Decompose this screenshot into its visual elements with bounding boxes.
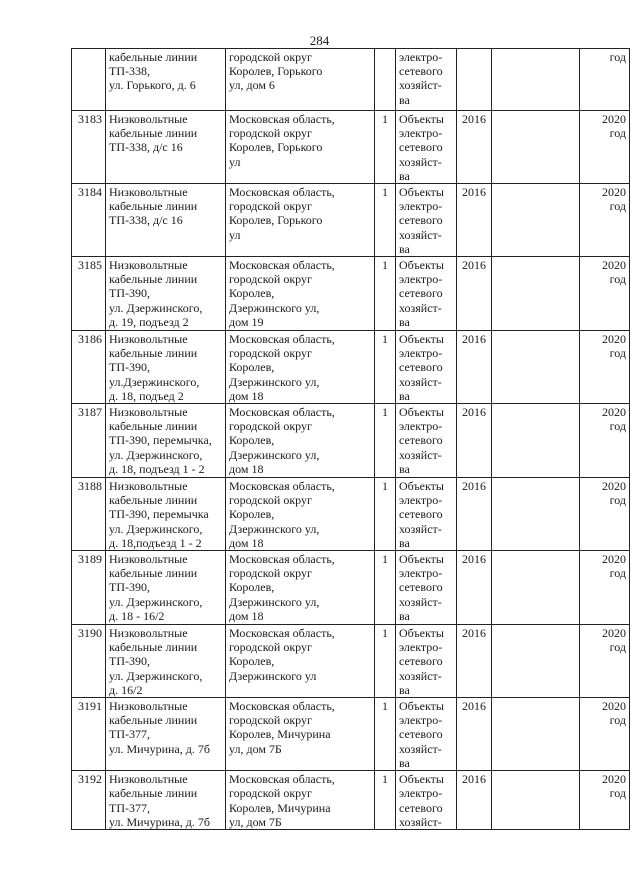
object-name-cell — [106, 551, 226, 625]
year-text: 2016 — [462, 185, 486, 200]
table-row — [72, 257, 630, 331]
quantity-cell — [375, 111, 396, 184]
row-number-text: 3184 — [78, 185, 102, 200]
empty-cell — [492, 478, 580, 551]
object-name-text: кабельные линии ТП-338, ул. Горького, д. 6 — [109, 50, 198, 93]
row-number-cell — [72, 551, 106, 625]
address-text: Московская область, городской округ Королев, Дзержинского ул, дом 19 — [229, 258, 335, 329]
registry-table-body — [72, 49, 630, 830]
year-cell — [457, 184, 492, 257]
year-cell — [457, 111, 492, 184]
object-type-cell — [396, 404, 457, 478]
term-cell — [580, 111, 630, 184]
quantity-text: 1 — [382, 772, 388, 787]
object-type-text: Объекты электро- сетевого хозяйст- ва — [399, 405, 444, 476]
address-cell — [226, 698, 375, 771]
address-text: городской округ Королев, Горького ул, дом 6 — [229, 50, 323, 93]
year-cell — [457, 404, 492, 478]
row-number-text: 3183 — [78, 112, 102, 126]
quantity-text: 1 — [382, 699, 388, 714]
object-name-cell — [106, 49, 226, 111]
object-name-cell — [106, 404, 226, 478]
term-cell — [580, 184, 630, 257]
row-number-text: 3185 — [78, 258, 102, 273]
year-text: 2016 — [462, 626, 486, 641]
object-type-cell — [396, 331, 457, 404]
year-text: 2016 — [462, 552, 486, 567]
term-cell — [580, 698, 630, 771]
term-text: 2020 год — [602, 626, 626, 655]
term-text: 2020 год — [602, 699, 626, 728]
term-text: 2020 год — [602, 405, 626, 434]
row-number-text: 3188 — [78, 479, 102, 494]
address-cell — [226, 111, 375, 184]
object-name-cell — [106, 625, 226, 698]
row-number-text: 3192 — [78, 772, 102, 787]
object-type-text: Объекты электро- сетевого хозяйст- ва — [399, 479, 444, 550]
year-cell — [457, 478, 492, 551]
table-row — [72, 771, 630, 830]
empty-cell — [492, 184, 580, 257]
address-cell — [226, 257, 375, 331]
row-number-text: 3190 — [78, 626, 102, 641]
object-type-text: Объекты электро- сетевого хозяйст- ва — [399, 699, 444, 770]
object-type-cell — [396, 111, 457, 184]
term-text: 2020 год — [602, 185, 626, 214]
object-type-cell — [396, 698, 457, 771]
quantity-text: 1 — [382, 552, 388, 567]
table-row — [72, 111, 630, 184]
term-cell — [580, 257, 630, 331]
quantity-cell — [375, 184, 396, 257]
term-cell — [580, 404, 630, 478]
page-number: 284 — [309, 33, 330, 48]
object-name-cell — [106, 698, 226, 771]
quantity-text: 1 — [382, 258, 388, 273]
year-text: 2016 — [462, 405, 486, 420]
row-number-cell — [72, 404, 106, 478]
address-text: Московская область, городской округ Королев, Мичурина ул, дом 7Б — [229, 772, 335, 829]
row-number-text: 3186 — [78, 332, 102, 347]
quantity-text: 1 — [382, 185, 388, 200]
empty-cell — [492, 331, 580, 404]
quantity-cell — [375, 331, 396, 404]
row-number-text: 3191 — [78, 699, 102, 714]
address-cell — [226, 551, 375, 625]
empty-cell — [492, 551, 580, 625]
address-text: Московская область, городской округ Королев, Дзержинского ул, дом 18 — [229, 332, 335, 403]
quantity-cell — [375, 551, 396, 625]
object-name-text: Низковольтные кабельные линии ТП-390, ул. Дзержинского, д. 19, подъезд 2 — [109, 258, 203, 329]
row-number-cell — [72, 257, 106, 331]
object-name-text: Низковольтные кабельные линии ТП-390, перемычка ул. Дзержинского, д. 18,подъезд 1 - 2 — [109, 479, 209, 550]
row-number-cell — [72, 49, 106, 111]
address-cell — [226, 331, 375, 404]
empty-cell — [492, 404, 580, 478]
term-text: 2020 год — [602, 479, 626, 508]
table-row — [72, 698, 630, 771]
term-text: 2020 год — [602, 332, 626, 361]
quantity-text: 1 — [382, 626, 388, 641]
year-text: 2016 — [462, 112, 486, 126]
object-name-cell — [106, 184, 226, 257]
object-name-text: Низковольтные кабельные линии ТП-390, перемычка, ул. Дзержинского, д. 18, подъезд 1 - 2 — [109, 405, 212, 476]
object-type-text: Объекты электро- сетевого хозяйст- — [399, 772, 444, 829]
address-text: Московская область, городской округ Королев, Дзержинского ул, дом 18 — [229, 479, 335, 550]
object-type-text: Объекты электро- сетевого хозяйст- ва — [399, 185, 444, 256]
object-type-cell — [396, 625, 457, 698]
year-text: 2016 — [462, 479, 486, 494]
address-text: Московская область, городской округ Королев, Дзержинского ул, дом 18 — [229, 552, 335, 623]
row-number-text: 3187 — [78, 405, 102, 420]
object-type-text: Объекты электро- сетевого хозяйст- ва — [399, 258, 444, 329]
table-row — [72, 625, 630, 698]
term-cell — [580, 771, 630, 830]
year-cell — [457, 331, 492, 404]
row-number-cell — [72, 184, 106, 257]
term-text: год — [609, 50, 626, 64]
object-type-text: Объекты электро- сетевого хозяйст- ва — [399, 112, 444, 183]
term-cell — [580, 478, 630, 551]
row-number-cell — [72, 771, 106, 830]
object-name-cell — [106, 771, 226, 830]
year-text: 2016 — [462, 332, 486, 347]
quantity-text: 1 — [382, 479, 388, 494]
object-name-cell — [106, 478, 226, 551]
address-text: Московская область, городской округ Королев, Дзержинского ул — [229, 626, 335, 683]
object-name-text: Низковольтные кабельные линии ТП-338, д/с 16 — [109, 185, 198, 228]
address-cell — [226, 625, 375, 698]
term-cell — [580, 331, 630, 404]
address-text: Московская область, городской округ Королев, Горького ул — [229, 112, 335, 169]
empty-cell — [492, 771, 580, 830]
quantity-cell — [375, 478, 396, 551]
quantity-cell — [375, 771, 396, 830]
object-name-cell — [106, 331, 226, 404]
address-cell — [226, 184, 375, 257]
table-row — [72, 404, 630, 478]
row-number-text: 3189 — [78, 552, 102, 567]
table-row — [72, 478, 630, 551]
object-name-text: Низковольтные кабельные линии ТП-377, ул. Мичурина, д. 7б — [109, 772, 210, 829]
quantity-text: 1 — [382, 112, 388, 126]
empty-cell — [492, 111, 580, 184]
quantity-cell — [375, 49, 396, 111]
object-type-cell — [396, 257, 457, 331]
address-text: Московская область, городской округ Королев, Горького ул — [229, 185, 335, 242]
object-name-text: Низковольтные кабельные линии ТП-390, ул. Дзержинского, д. 18 - 16/2 — [109, 552, 203, 623]
empty-cell — [492, 698, 580, 771]
object-type-cell — [396, 184, 457, 257]
object-name-text: Низковольтные кабельные линии ТП-338, д/с 16 — [109, 112, 198, 155]
quantity-cell — [375, 698, 396, 771]
row-number-cell — [72, 331, 106, 404]
address-cell — [226, 771, 375, 830]
address-text: Московская область, городской округ Королев, Мичурина ул, дом 7Б — [229, 699, 335, 756]
year-text: 2016 — [462, 772, 486, 787]
object-name-text: Низковольтные кабельные линии ТП-390, ул.Дзержинского, д. 18, подъед 2 — [109, 332, 200, 403]
year-cell — [457, 625, 492, 698]
term-text: 2020 год — [602, 772, 626, 801]
address-cell — [226, 49, 375, 111]
object-type-cell — [396, 478, 457, 551]
quantity-cell — [375, 404, 396, 478]
object-name-cell — [106, 111, 226, 184]
term-cell — [580, 49, 630, 111]
year-cell — [457, 771, 492, 830]
object-type-text: Объекты электро- сетевого хозяйст- ва — [399, 552, 444, 623]
address-text: Московская область, городской округ Королев, Дзержинского ул, дом 18 — [229, 405, 335, 476]
quantity-text: 1 — [382, 405, 388, 420]
table-row — [72, 49, 630, 111]
table-row — [72, 551, 630, 625]
address-cell — [226, 404, 375, 478]
quantity-text: 1 — [382, 332, 388, 347]
row-number-cell — [72, 111, 106, 184]
term-cell — [580, 551, 630, 625]
address-cell — [226, 478, 375, 551]
object-type-text: Объекты электро- сетевого хозяйст- ва — [399, 332, 444, 403]
term-text: 2020 год — [602, 258, 626, 287]
object-name-text: Низковольтные кабельные линии ТП-377, ул. Мичурина, д. 7б — [109, 699, 210, 756]
registry-table — [71, 48, 630, 830]
year-text: 2016 — [462, 258, 486, 273]
empty-cell — [492, 257, 580, 331]
object-type-cell — [396, 771, 457, 830]
object-type-text: Объекты электро- сетевого хозяйст- ва — [399, 626, 444, 697]
object-name-cell — [106, 257, 226, 331]
term-cell — [580, 625, 630, 698]
empty-cell — [492, 625, 580, 698]
table-row — [72, 184, 630, 257]
year-cell — [457, 698, 492, 771]
object-type-cell — [396, 49, 457, 111]
empty-cell — [492, 49, 580, 111]
table-row — [72, 331, 630, 404]
year-cell — [457, 49, 492, 111]
row-number-cell — [72, 478, 106, 551]
year-text: 2016 — [462, 699, 486, 714]
year-cell — [457, 551, 492, 625]
term-text: 2020 год — [602, 112, 626, 141]
quantity-cell — [375, 625, 396, 698]
object-type-cell — [396, 551, 457, 625]
year-cell — [457, 257, 492, 331]
quantity-cell — [375, 257, 396, 331]
row-number-cell — [72, 625, 106, 698]
object-name-text: Низковольтные кабельные линии ТП-390, ул. Дзержинского, д. 16/2 — [109, 626, 203, 697]
term-text: 2020 год — [602, 552, 626, 581]
object-type-text: электро- сетевого хозяйст- ва — [399, 50, 443, 107]
row-number-cell — [72, 698, 106, 771]
